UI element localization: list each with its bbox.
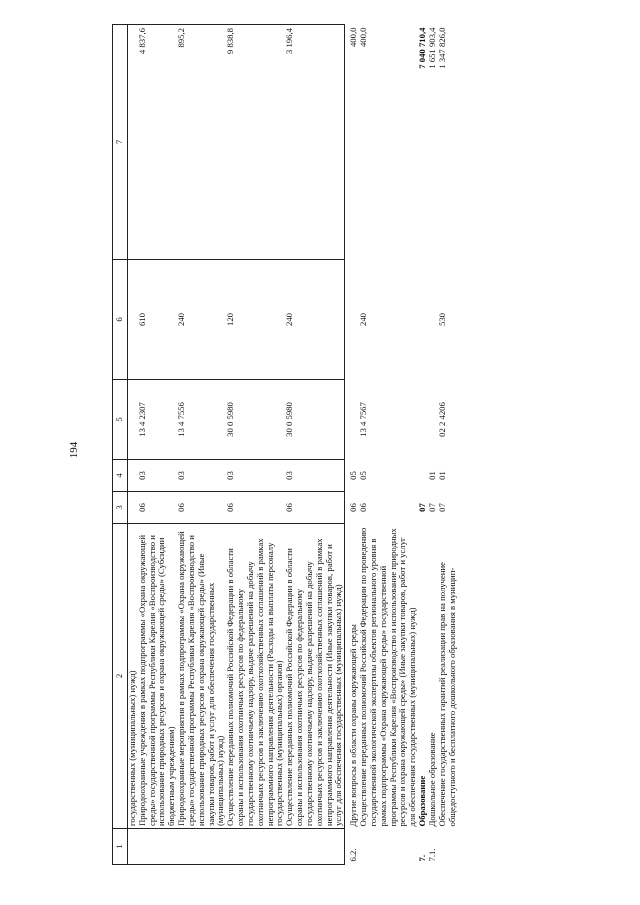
budget-table <box>112 24 457 865</box>
cell-c1: 7. <box>417 854 428 862</box>
cell-c3: 06 <box>285 492 344 524</box>
cell-c2: государственных (муниципальных) нужд) <box>128 524 138 829</box>
table-row <box>177 25 226 865</box>
header-cell-5: 5 <box>113 380 128 460</box>
table-body <box>128 25 458 865</box>
cell-c5: 13 4 7556 <box>177 380 226 460</box>
cell-c7: 400,0 <box>348 27 359 48</box>
cell-c4: 03 <box>226 460 285 492</box>
cell-c5: 02 2 4206 <box>436 402 447 437</box>
cell-c2: Образование <box>417 775 428 827</box>
cell-c6: 530 <box>436 312 447 327</box>
cell-c6: 610 <box>138 260 177 380</box>
table-header <box>113 25 128 865</box>
cell-c3: 06 <box>138 492 177 524</box>
cell-c2: Другие вопросы в области охраны окружающей среды <box>348 624 359 827</box>
cell-c6: 240 <box>285 260 344 380</box>
cell-c5: 30 0 5980 <box>285 380 344 460</box>
cell-c3: 06 <box>177 492 226 524</box>
cell-c5: 13 4 2307 <box>138 380 177 460</box>
page-number: 194 <box>68 441 80 459</box>
cell-c7: 1 347 826,0 <box>436 27 447 69</box>
header-cell-6: 6 <box>113 260 128 380</box>
cell-c2: Природоохранные мероприятия в рамках подпрограммы «Охрана окружающей среды» государственной программы Республики Карелия «Воспроизводство и использование природных ресурсов и охрана окружающей среды» (Иные закупки товаров, работ и услуг для обеспечения государственных (муниципальных) нужд) <box>177 524 226 829</box>
cell-c4: 03 <box>285 460 344 492</box>
cell-c4: 01 <box>436 471 447 480</box>
cell-c4: 05 <box>348 471 359 480</box>
cell-c6: 240 <box>358 312 369 327</box>
cell-c1 <box>359 829 418 865</box>
cell-c7: 9 838,8 <box>226 25 285 260</box>
cell-c5: 30 0 5980 <box>226 380 285 460</box>
cell-c1 <box>138 829 177 865</box>
header-cell-4: 4 <box>113 460 128 492</box>
cell-c3: 07 <box>426 503 437 512</box>
cell-c1 <box>128 829 138 865</box>
cell-c4: 03 <box>138 460 177 492</box>
cell-c3: 07 <box>417 503 428 512</box>
cell-c3: 06 <box>226 492 285 524</box>
table-row <box>226 25 285 865</box>
cell-c7: 400,0 <box>358 27 369 48</box>
table-row <box>359 25 418 865</box>
table-row <box>138 25 177 865</box>
cell-c7: 895,2 <box>177 25 226 260</box>
cell-c7: 7 040 710,4 <box>417 27 428 69</box>
cell-c2: Осуществление переданных полномочий Российской Федерации в области охраны и использования охотничьих ресурсов по федеральному государственному охотничьему надзору, выдаче разрешений на добычу охотничьих ресурсов и заключению охотхозяйственных соглашений в рамках непрограммного направления деятельности (Иные закупки товаров, работ и услуг для обеспечения государственных (муниципальных) нужд) <box>285 524 344 829</box>
header-cell-7: 7 <box>113 25 128 260</box>
header-cell-2: 2 <box>113 524 128 829</box>
table-row <box>285 25 344 865</box>
cell-c1 <box>177 829 226 865</box>
cell-c1 <box>438 829 458 865</box>
cell-c2: Дошкольное образование <box>426 732 437 827</box>
table-row <box>438 25 458 865</box>
cell-c4: 03 <box>177 460 226 492</box>
cell-c6: 120 <box>226 260 285 380</box>
cell-c6: 240 <box>177 260 226 380</box>
cell-c7 <box>128 25 138 260</box>
cell-c3: 06 <box>358 503 369 512</box>
cell-c1: 6.2. <box>348 848 359 862</box>
rotated-budget-table-sheet <box>112 25 590 865</box>
header-cell-1: 1 <box>113 829 128 865</box>
cell-c5: 13 4 7567 <box>358 402 369 437</box>
cell-c2: Осуществление переданных полномочий Российской Федерации по проведению государственной экологической экспертизы объектов регионального уровня в рамках подпрограммы «Охрана окружающей среды» государственной программы Республики Карелия «Воспроизводство и использование природных ресурсов и охрана окружающей среды» (Иные закупки товаров, работ и услуг для обеспечения государственных (муниципальных) нужд) <box>358 527 418 827</box>
header-cell-3: 3 <box>113 492 128 524</box>
cell-c5 <box>418 380 428 460</box>
cell-c7: 1 651 903,4 <box>426 27 437 69</box>
cell-c4: 05 <box>358 471 369 480</box>
cell-c1: 7.1. <box>426 848 437 862</box>
cell-c2: Обеспечение государственных гарантий реализации прав на получение общедоступного и бесплатного дошкольного образования в муницип- <box>436 561 457 827</box>
cell-c1 <box>285 829 344 865</box>
cell-c6 <box>418 260 428 380</box>
cell-c7: 4 837,6 <box>138 25 177 260</box>
cell-c3: 06 <box>348 503 359 512</box>
cell-c7: 3 196,4 <box>285 25 344 260</box>
cell-c3: 07 <box>436 503 447 512</box>
cell-c2: Природоохранные учреждения в рамках подпрограммы «Охрана окружающей среды» государственной программы Республики Карелия «Воспроизводство и использование природных ресурсов и охрана окружающей среды» (Субсидии бюджетным учреждениям) <box>138 524 177 829</box>
cell-c1 <box>226 829 285 865</box>
header-row <box>113 25 128 865</box>
cell-c4: 01 <box>426 471 437 480</box>
cell-c2: Осуществление переданных полномочий Российской Федерации в области охраны и использования охотничьих ресурсов по федеральному государственному охотничьему надзору, выдаче разрешений на добычу охотничьих ресурсов и заключению охотхозяйственных соглашений в рамках непрограммного направления деятельности (Расходы на выплаты персоналу государственных (муниципальных) органов) <box>226 524 285 829</box>
